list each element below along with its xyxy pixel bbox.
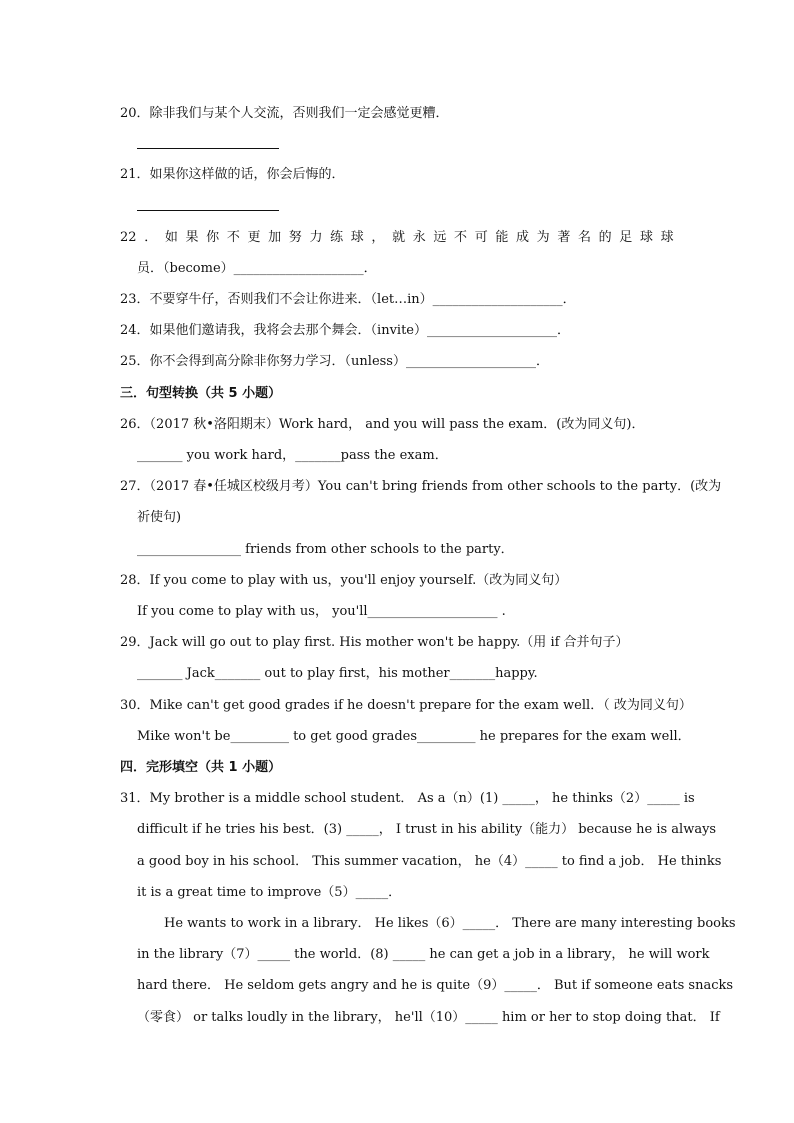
question-22-char: 球	[639, 230, 653, 245]
question-27-line3: ________________ friends from other schools to the party．	[137, 542, 514, 557]
question-22-char: 加	[268, 230, 282, 245]
question-22-char: 如	[164, 230, 178, 245]
question-22-char: ．	[144, 230, 158, 245]
question-29-line2: _______ Jack_______ out to play first，his mother_______happy.	[137, 666, 538, 681]
section-4-heading: 四．完形填空（共 1 小题）	[120, 760, 282, 775]
question-20: 20．除非我们与某个人交流，否则我们一定会感觉更糟．	[120, 106, 449, 121]
question-22-char: 果	[185, 230, 199, 245]
question-22-char: 你	[206, 230, 220, 245]
question-22-char: 永	[412, 230, 426, 245]
question-22-char: 远	[433, 230, 447, 245]
question-22-char: 为	[536, 230, 550, 245]
cloze-line: （零食） or talks loudly in the library， he'll（10）_____ him or her to stop doing that． If	[137, 1010, 720, 1025]
question-22-char: 练	[330, 230, 344, 245]
question-22-char: 的	[598, 230, 612, 245]
question-22-char: 22	[120, 230, 137, 245]
question-22-line2: 员．（become）____________________．	[137, 261, 377, 276]
question-23: 23．不要穿牛仔，否则我们不会让你进来．（let…in）____________________．	[120, 292, 576, 307]
question-22-char: ，	[371, 230, 385, 245]
question-26-line2: _______ you work hard，_______pass the exam．	[137, 448, 448, 463]
question-30-line2: Mike won't be_________ to get good grades_________ he prepares for the exam well．	[137, 729, 691, 744]
question-28-line1: 28．If you come to play with us，you'll enjoy yourself.（改为同义句）	[120, 573, 568, 588]
question-27-line1: 27．（2017 春•任城区校级月考）You can't bring friends from other schools to the party．(改为	[120, 479, 722, 494]
question-22-char: 努	[288, 230, 302, 245]
cloze-line: He wants to work in a library． He likes（6）_____． There are many interesting books	[164, 916, 736, 931]
question-22-char: 更	[247, 230, 261, 245]
cloze-line: it is a great time to improve（5）_____．	[137, 885, 402, 900]
question-21: 21．如果你这样做的话，你会后悔的．	[120, 167, 345, 182]
question-22-char: 著	[557, 230, 571, 245]
question-22-char: 成	[516, 230, 530, 245]
question-22-char: 能	[495, 230, 509, 245]
question-27-line2: 祈使句)	[137, 510, 182, 525]
question-22-char: 可	[474, 230, 488, 245]
section-3-heading: 三．句型转换（共 5 小题）	[120, 386, 282, 401]
question-22-char: 不	[454, 230, 468, 245]
answer-line-21[interactable]	[137, 210, 279, 211]
question-22-char: 球	[350, 230, 364, 245]
question-24: 24．如果他们邀请我，我将会去那个舞会．（invite）____________________．	[120, 323, 570, 338]
question-29-line1: 29．Jack will go out to play first. His mother won't be happy.（用 if 合并句子）	[120, 635, 629, 650]
question-22-line1	[120, 230, 674, 246]
question-25: 25．你不会得到高分除非你努力学习．（unless）____________________．	[120, 354, 549, 369]
answer-line-20[interactable]	[137, 148, 279, 149]
cloze-line: a good boy in his school． This summer vacation， he（4）_____ to find a job． He thinks	[137, 854, 722, 869]
question-22-char: 名	[577, 230, 591, 245]
question-26-line1: 26．（2017 秋•洛阳期末）Work hard， and you will pass the exam．(改为同义句)．	[120, 417, 645, 432]
cloze-line: 31．My brother is a middle school student． As a（n）(1) _____， he thinks（2）_____ is	[120, 791, 695, 806]
cloze-line: in the library（7）_____ the world．(8) _____ he can get a job in a library， he will work	[137, 947, 710, 962]
question-22-char: 足	[619, 230, 633, 245]
question-22-char: 力	[309, 230, 323, 245]
question-22-char: 就	[392, 230, 406, 245]
question-22-char: 球	[660, 230, 674, 245]
question-22-char: 不	[226, 230, 240, 245]
cloze-line: difficult if he tries his best．(3) _____， I trust in his ability（能力） because he is always	[137, 822, 717, 837]
cloze-line: hard there． He seldom gets angry and he is quite（9）_____． But if someone eats snacks	[137, 978, 734, 993]
question-30-line1: 30．Mike can't get good grades if he doesn't prepare for the exam well．（ 改为同义句）	[120, 698, 692, 713]
question-28-line2: If you come to play with us， you'll____________________ .	[137, 604, 506, 619]
